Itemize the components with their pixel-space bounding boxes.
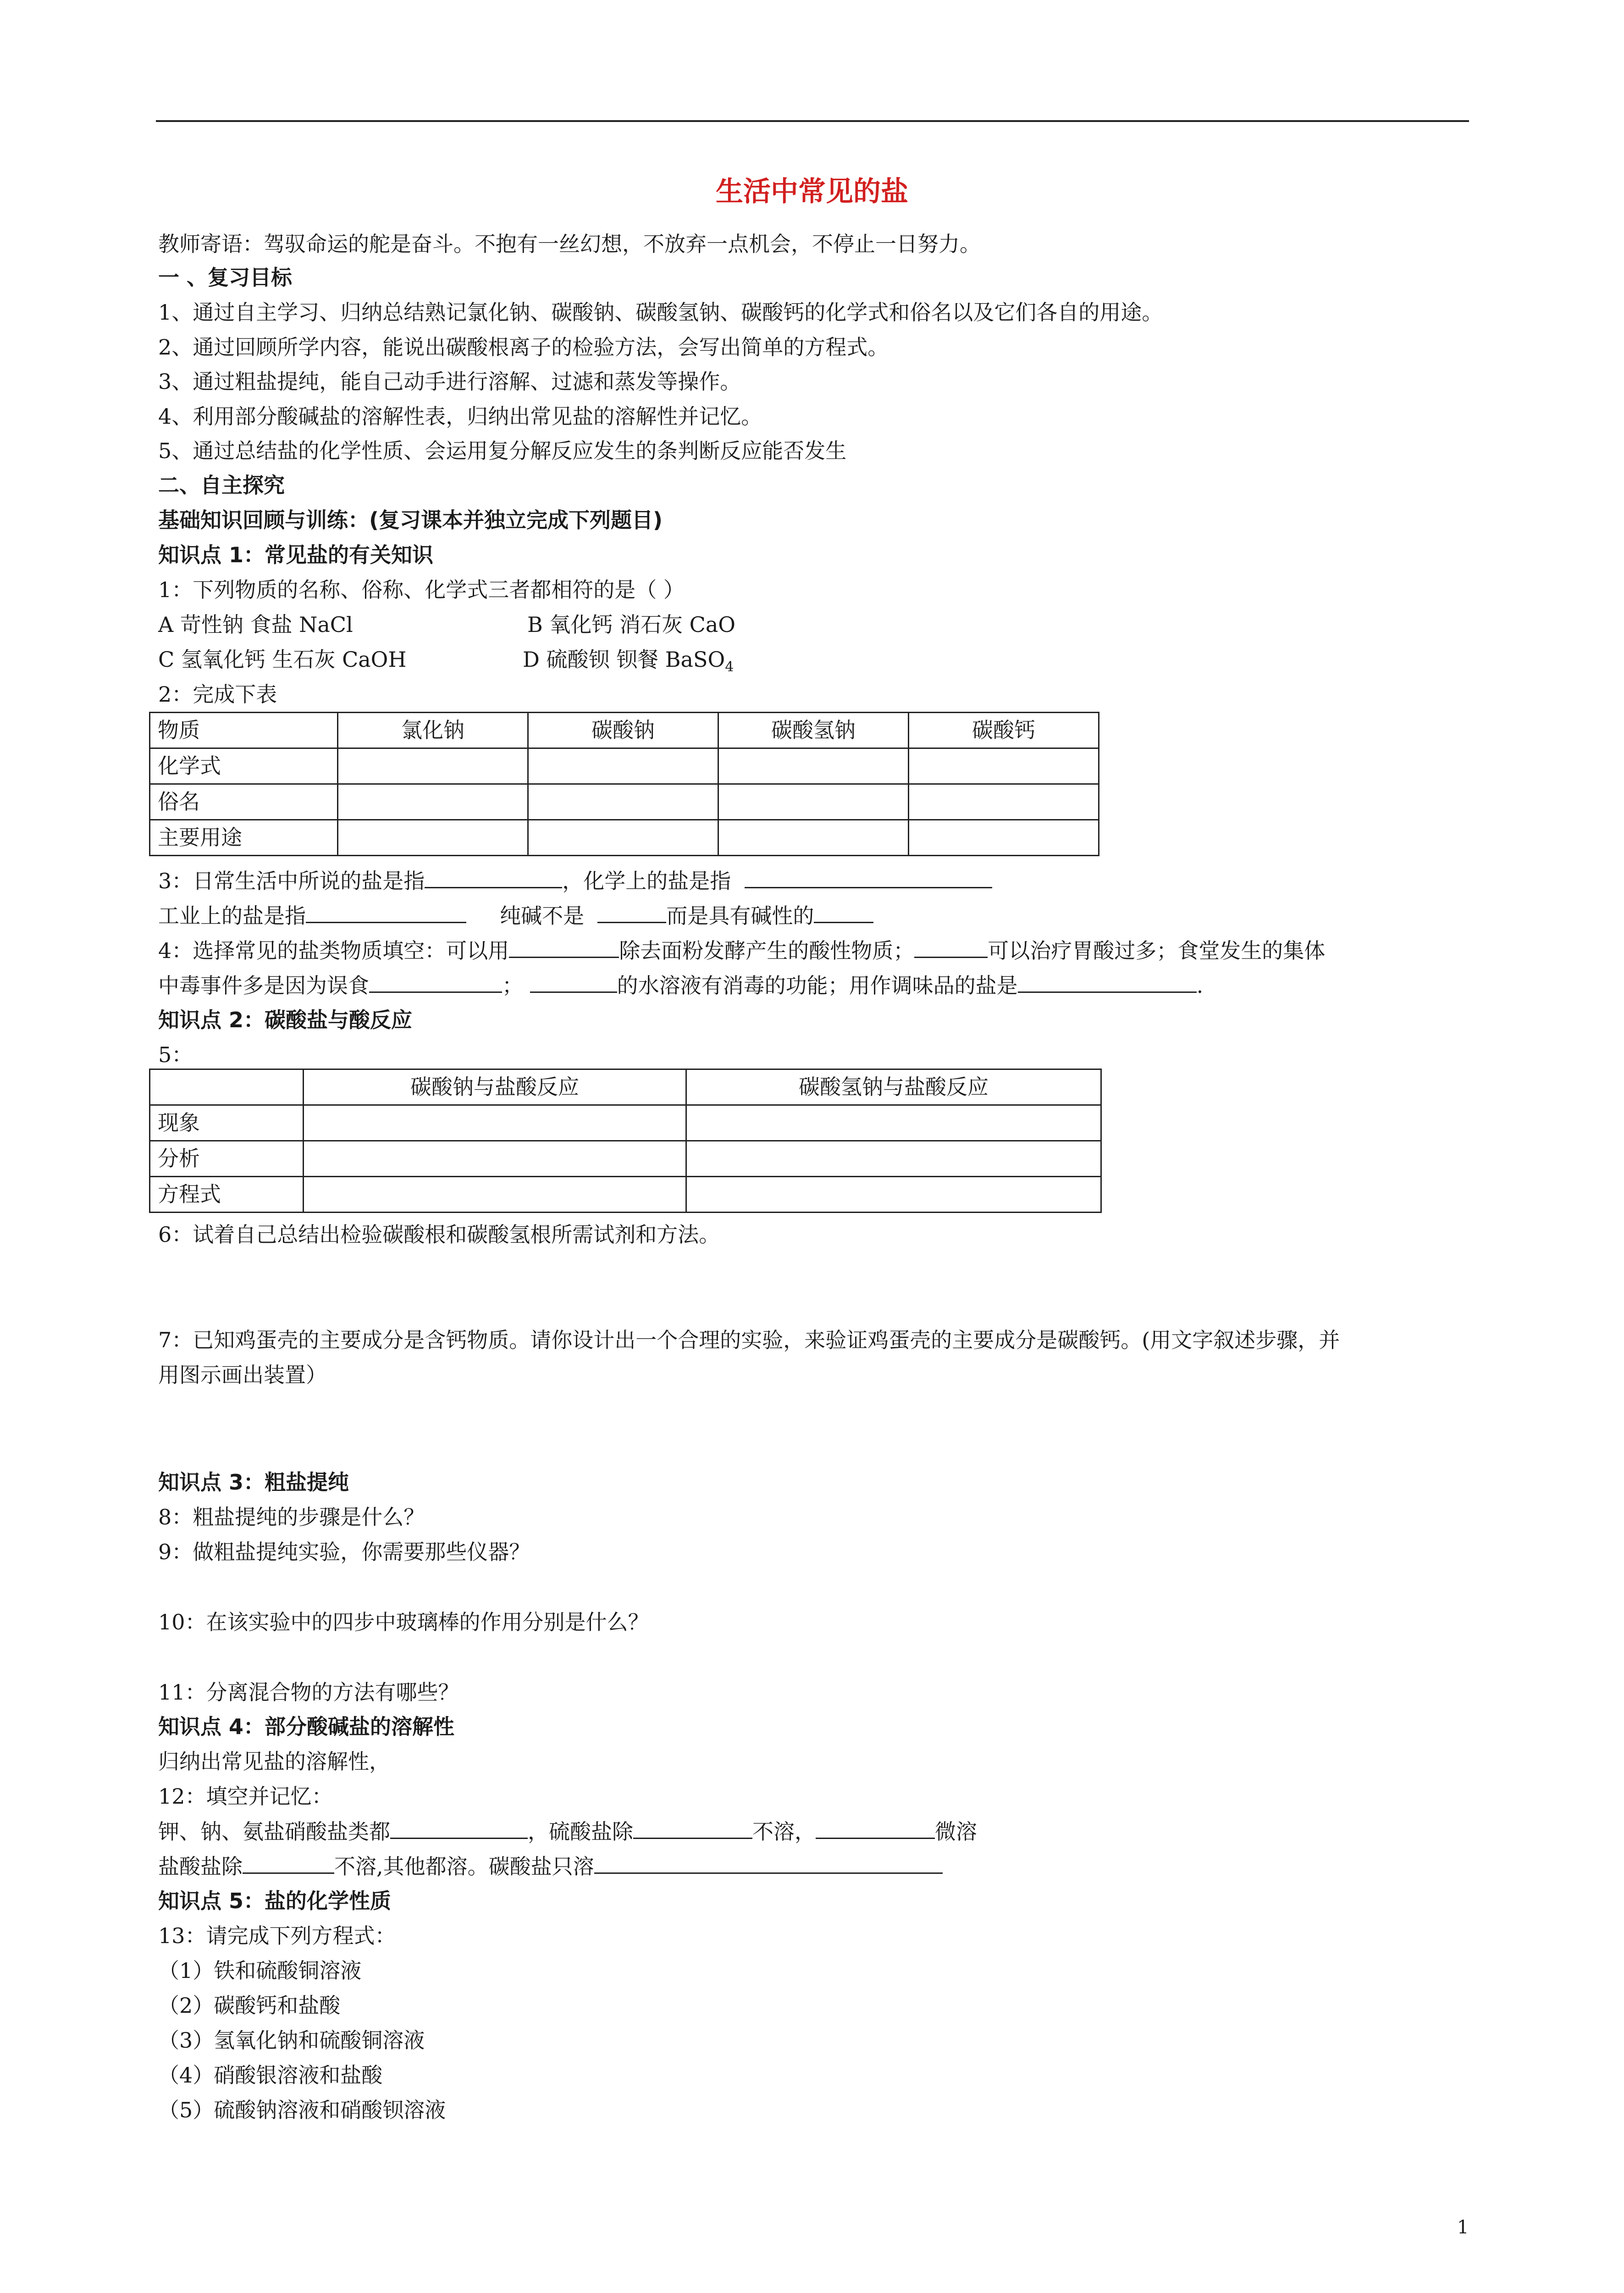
table-row — [150, 820, 1099, 856]
goal-item: 4、利用部分酸碱盐的溶解性表，归纳出常见盐的溶解性并记忆。 — [158, 404, 762, 429]
question-9: 9：做粗盐提纯实验，你需要那些仪器？ — [158, 1540, 530, 1564]
reaction-table — [149, 1069, 1102, 1213]
answer-blank[interactable] — [425, 866, 562, 888]
table-row — [150, 1105, 1101, 1141]
question-5: 5： — [158, 1042, 193, 1067]
equation-item: （4）硝酸银溶液和盐酸 — [158, 2063, 383, 2088]
answer-cell[interactable] — [686, 1177, 1101, 1213]
teacher-message: 教师寄语：驾驭命运的舵是奋斗。不抱有一丝幻想，不放弃一点机会，不停止一日努力。 — [158, 232, 981, 256]
table-row — [150, 1141, 1101, 1177]
answer-blank[interactable] — [914, 936, 988, 958]
goal-item: 2、通过回顾所学内容，能说出碳酸根离子的检验方法，会写出简单的方程式。 — [158, 335, 889, 360]
equation-item: （2）碳酸钙和盐酸 — [158, 1993, 341, 2018]
row-label: 现象 — [150, 1105, 304, 1141]
equation-item: （3）氢氧化钠和硫酸铜溶液 — [158, 2028, 425, 2053]
table-header-cell: 碳酸钠 — [528, 713, 718, 748]
answer-cell[interactable] — [338, 784, 528, 820]
answer-blank[interactable] — [509, 936, 619, 958]
answer-blank[interactable] — [369, 970, 502, 993]
section1-heading: 一 、复习目标 — [158, 265, 293, 290]
answer-cell[interactable] — [338, 748, 528, 784]
kp4-heading: 知识点 4：部分酸碱盐的溶解性 — [158, 1714, 455, 1739]
equation-item: （1）铁和硫酸铜溶液 — [158, 1958, 362, 1983]
answer-cell[interactable] — [718, 748, 909, 784]
answer-cell[interactable] — [304, 1141, 686, 1177]
question-7-line1: 7：已知鸡蛋壳的主要成分是含钙物质。请你设计出一个合理的实验，来验证鸡蛋壳的主要成分是碳酸钙。(用文字叙述步骤，并 — [158, 1328, 1340, 1352]
table-header-cell: 碳酸氢钠 — [718, 713, 909, 748]
question-3-line2: 工业上的盐是指 纯碱不是 而是具有碱性的 — [158, 901, 873, 930]
kp2-heading: 知识点 2：碳酸盐与酸反应 — [158, 1008, 413, 1032]
goal-item: 3、通过粗盐提纯，能自己动手进行溶解、过滤和蒸发等操作。 — [158, 369, 741, 394]
answer-cell[interactable] — [686, 1141, 1101, 1177]
section2-heading: 二、自主探究 — [158, 473, 285, 498]
section2-subheading: 基础知识回顾与训练：(复习课本并独立完成下列题目) — [158, 508, 663, 532]
answer-cell[interactable] — [718, 820, 909, 856]
goal-item: 5、通过总结盐的化学性质、会运用复分解反应发生的条判断反应能否发生 — [158, 438, 847, 463]
answer-blank[interactable] — [814, 901, 873, 923]
question-12: 12：填空并记忆： — [158, 1784, 333, 1809]
answer-cell[interactable] — [909, 784, 1099, 820]
row-label: 化学式 — [150, 748, 338, 784]
answer-cell[interactable] — [528, 820, 718, 856]
table-header-cell: 碳酸钙 — [909, 713, 1099, 748]
salt-table — [149, 712, 1099, 856]
table-header-cell — [150, 1069, 304, 1105]
question-3-line1: 3：日常生活中所说的盐是指 ，化学上的盐是指 — [158, 866, 992, 896]
question-10: 10：在该实验中的四步中玻璃棒的作用分别是什么？ — [158, 1610, 649, 1634]
question-4-line1: 4：选择常见的盐类物质填空：可以用 除去面粉发酵产生的酸性物质； 可以治疗胃酸过多；食堂发生的集体 — [158, 936, 1325, 965]
table-header-cell: 物质 — [150, 713, 338, 748]
answer-blank[interactable] — [390, 1817, 528, 1839]
table-row — [150, 748, 1099, 784]
question-2: 2：完成下表 — [158, 682, 277, 707]
answer-cell[interactable] — [338, 820, 528, 856]
question-7-line2: 用图示画出装置） — [158, 1363, 327, 1387]
row-label: 分析 — [150, 1141, 304, 1177]
answer-blank[interactable] — [530, 970, 617, 993]
answer-cell[interactable] — [528, 784, 718, 820]
answer-blank[interactable] — [745, 866, 992, 888]
answer-cell[interactable] — [718, 784, 909, 820]
question-13: 13：请完成下列方程式： — [158, 1923, 396, 1948]
answer-blank[interactable] — [243, 1851, 334, 1874]
kp3-heading: 知识点 3：粗盐提纯 — [158, 1470, 349, 1495]
row-label: 俗名 — [150, 784, 338, 820]
question-4-line2: 中毒事件多是因为误食 ； 的水溶液有消毒的功能；用作调味品的盐是 . — [158, 970, 1203, 1000]
table-row — [150, 1177, 1101, 1213]
answer-cell[interactable] — [686, 1105, 1101, 1141]
goal-item: 1、通过自主学习、归纳总结熟记氯化钠、碳酸钠、碳酸氢钠、碳酸钙的化学式和俗名以及它们各自的用途。 — [158, 300, 1163, 325]
answer-cell[interactable] — [528, 748, 718, 784]
header-rule — [156, 120, 1469, 122]
option-c: C 氢氧化钙 生石灰 CaOH — [158, 647, 407, 672]
table-header-cell: 碳酸氢钠与盐酸反应 — [686, 1069, 1101, 1105]
row-label: 方程式 — [150, 1177, 304, 1213]
question-6: 6：试着自己总结出检验碳酸根和碳酸氢根所需试剂和方法。 — [158, 1222, 720, 1247]
answer-blank[interactable] — [306, 901, 466, 923]
answer-cell[interactable] — [304, 1105, 686, 1141]
table-row — [150, 784, 1099, 820]
row-label: 主要用途 — [150, 820, 338, 856]
option-d: D 硫酸钡 钡餐 BaSO$_4$ — [523, 647, 734, 676]
answer-cell[interactable] — [909, 748, 1099, 784]
page-title: 生活中常见的盐 — [716, 176, 908, 208]
question-12-line2: 盐酸盐除 不溶,其他都溶。碳酸盐只溶 — [158, 1851, 943, 1881]
equation-item: （5）硫酸钠溶液和硝酸钡溶液 — [158, 2098, 446, 2122]
answer-blank[interactable] — [1018, 970, 1197, 993]
answer-blank[interactable] — [633, 1817, 752, 1839]
question-12-line1: 钾、钠、氨盐硝酸盐类都 ，硫酸盐除 不溶， 微溶 — [158, 1817, 977, 1846]
question-11: 11：分离混合物的方法有哪些？ — [158, 1680, 459, 1705]
option-b: B 氧化钙 消石灰 CaO — [527, 612, 736, 637]
answer-cell[interactable] — [304, 1177, 686, 1213]
answer-blank[interactable] — [594, 1851, 943, 1874]
question-8: 8：粗盐提纯的步骤是什么？ — [158, 1505, 425, 1529]
option-a: A 苛性钠 食盐 NaCl — [158, 612, 353, 637]
answer-cell[interactable] — [909, 820, 1099, 856]
question-1: 1：下列物质的名称、俗称、化学式三者都相符的是（ ） — [158, 577, 685, 602]
table-header-cell: 氯化钠 — [338, 713, 528, 748]
page-number: 1 — [1457, 2217, 1469, 2238]
answer-blank[interactable] — [816, 1817, 935, 1839]
kp1-heading: 知识点 1：常见盐的有关知识 — [158, 543, 434, 567]
table-header-cell: 碳酸钠与盐酸反应 — [304, 1069, 686, 1105]
answer-blank[interactable] — [597, 901, 666, 923]
kp5-heading: 知识点 5：盐的化学性质 — [158, 1889, 392, 1913]
kp4-intro: 归纳出常见盐的溶解性， — [158, 1749, 390, 1774]
